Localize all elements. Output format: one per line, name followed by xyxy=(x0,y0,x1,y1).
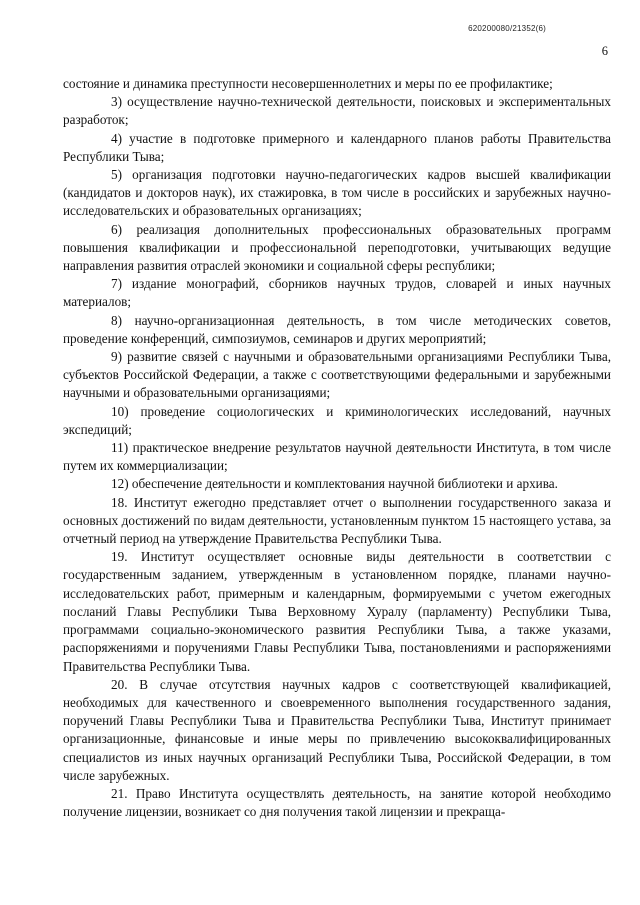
section-21: 21. Право Института осуществлять деятельность, на занятие которой необходимо получение лицензии, возникает со дня получения такой лицензии и прекраща- xyxy=(63,785,611,820)
list-item-3: 3) осуществление научно-технической деятельности, поисковых и экспериментальных разработок; xyxy=(63,94,611,128)
list-item-4: 4) участие в подготовке примерного и календарного планов работы Правительства Республики Тыва; xyxy=(63,130,611,164)
list-item-6: 6) реализация дополнительных профессиональных образовательных программ повышения квалификации и профессиональной переподготовки, учитывающих ведущие направления развития отраслей экономики и социальной сферы республики; xyxy=(63,221,611,274)
document-code: 620200080/21352(6) xyxy=(468,24,546,33)
section-19: 19. Институт осуществляет основные виды деятельности в соответствии с государственным заданием, утвержденным в установленном порядке, планами научно-исследовательских работ, примерным и календарным, формируемыми с учетом ежегодных посланий Главы Республики Тыва Верховному Хуралу (парламенту) Республики Тыва, программами социально-экономического развития Республики Тыва, а также указами, распоряжениями и поручениями Главы Республики Тыва, постановлениями и распоряжениями Правительства Республики Тыва. xyxy=(63,549,611,674)
list-item-12: 12) обеспечение деятельности и комплектования научной библиотеки и архива. xyxy=(111,476,558,492)
paragraph-continuation: состояние и динамика преступности несовершеннолетних и меры по ее профилактике; xyxy=(63,76,553,91)
section-18: 18. Институт ежегодно представляет отчет о выполнении государственного заказа и основных достижений по видам деятельности, установленным пунктом 15 настоящего устава, за отчетный период на утверждение Правительства Республики Тыва. xyxy=(63,494,611,547)
list-item-11: 11) практическое внедрение результатов научной деятельности Института, в том числе путем их коммерциализации; xyxy=(63,440,611,474)
list-item-9: 9) развитие связей с научными и образовательными организациями Республики Тыва, субъектов Российской Федерации, а также с соответствующими федеральными и зарубежными научными и образовательными организациями; xyxy=(63,349,611,401)
list-item-8: 8) научно-организационная деятельность, в том числе методических советов, проведение конференций, симпозиумов, семинаров и других мероприятий; xyxy=(63,312,611,346)
list-item-7: 7) издание монографий, сборников научных трудов, словарей и иных научных материалов; xyxy=(63,276,611,310)
list-item-5: 5) организация подготовки научно-педагогических кадров высшей квалификации (кандидатов и докторов наук), их стажировка, в том числе в российских и зарубежных научно-исследовательских и образовательных организациях; xyxy=(63,167,611,219)
page-number: 6 xyxy=(601,44,608,58)
list-item-10: 10) проведение социологических и криминологических исследований, научных экспедиций; xyxy=(63,403,611,437)
section-20: 20. В случае отсутствия научных кадров с соответствующей квалификацией, необходимых для качественного и своевременного выполнения государственного задания, поручений Главы Республики Тыва и Правительства Республики Тыва, Институт принимает организационные, финансовые и иные меры по привлечению высококвалифицированных специалистов из иных научных организаций Республики Тыва, Российской Федерации, в том числе зарубежных. xyxy=(63,676,611,783)
document-body xyxy=(63,75,611,821)
